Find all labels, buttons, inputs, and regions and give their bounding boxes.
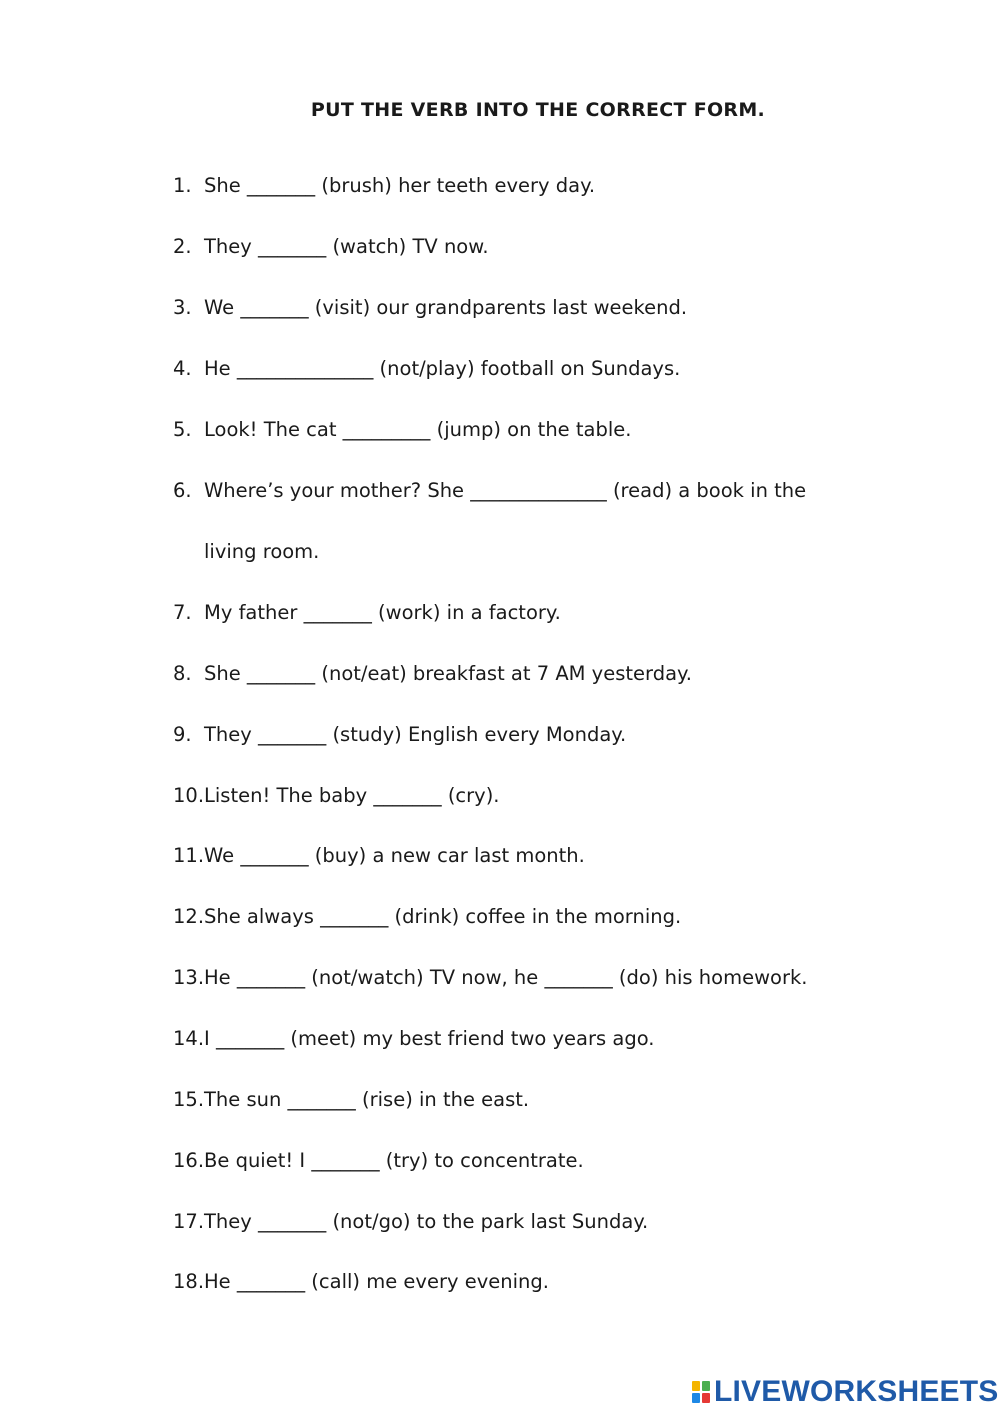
item-number: 18. [173,1270,205,1293]
list-item [173,479,806,503]
list-item [173,1149,584,1173]
list-item [173,1210,648,1234]
list-item [173,418,631,442]
item-text: We _______ (visit) our grandparents last weekend. [204,296,688,319]
list-item [173,296,687,320]
item-number: 4. [173,357,192,380]
item-text: She always _______ (drink) coffee in the morning. [204,905,682,928]
item-number: 8. [173,662,192,685]
item-text: She _______ (not/eat) breakfast at 7 AM yesterday. [204,662,692,685]
item-text: He _______ (call) me every evening. [204,1270,549,1293]
item-number: 11. [173,844,205,867]
item-text: Listen! The baby _______ (cry). [204,784,500,807]
item-number: 7. [173,601,192,624]
list-item [173,357,680,381]
item-text: He ______________ (not/play) football on Sundays. [204,357,681,380]
item-number: 13. [173,966,205,989]
list-item [173,235,489,259]
list-item [173,601,561,625]
item-text: They _______ (study) English every Monday. [204,723,627,746]
logo-blocks-icon [692,1381,710,1403]
item-text: They _______ (watch) TV now. [204,235,489,258]
item-number: 9. [173,723,192,746]
item-number: 15. [173,1088,205,1111]
item-number: 17. [173,1210,205,1233]
item-text: My father _______ (work) in a factory. [204,601,561,624]
logo-block [702,1381,710,1391]
list-item [173,1027,655,1051]
item-text: We _______ (buy) a new car last month. [204,844,585,867]
list-item [173,174,595,198]
item-text: Look! The cat _________ (jump) on the table. [204,418,632,441]
item-number: 1. [173,174,192,197]
item-text: They _______ (not/go) to the park last Sunday. [204,1210,649,1233]
item-number: 12. [173,905,205,928]
liveworksheets-logo[interactable] [692,1375,999,1409]
logo-block [702,1393,710,1403]
item-text: He _______ (not/watch) TV now, he _______ (do) his homework. [204,966,808,989]
list-item [173,723,626,747]
item-text: I _______ (meet) my best friend two years ago. [204,1027,655,1050]
list-item [173,1270,549,1294]
item-text: The sun _______ (rise) in the east. [204,1088,530,1111]
item-text: Be quiet! I _______ (try) to concentrate. [204,1149,584,1172]
list-item [173,662,692,686]
item-number: 16. [173,1149,205,1172]
logo-block [692,1381,700,1391]
list-item [173,1088,529,1112]
list-item [173,905,681,929]
list-item [173,844,585,868]
list-item [173,966,807,990]
worksheet-title: PUT THE VERB INTO THE CORRECT FORM. [310,99,766,121]
item-number: 6. [173,479,192,502]
item-number: 2. [173,235,192,258]
item-text: Where’s your mother? She ______________ (read) a book in the [204,479,807,502]
item-text-continuation: living room. [204,540,320,563]
logo-block [692,1393,700,1403]
item-number: 3. [173,296,192,319]
item-text: She _______ (brush) her teeth every day. [204,174,596,197]
list-item [173,784,500,808]
item-number: 10. [173,784,205,807]
item-number: 14. [173,1027,205,1050]
logo-text: LIVEWORKSHEETS [714,1375,999,1408]
item-number: 5. [173,418,192,441]
